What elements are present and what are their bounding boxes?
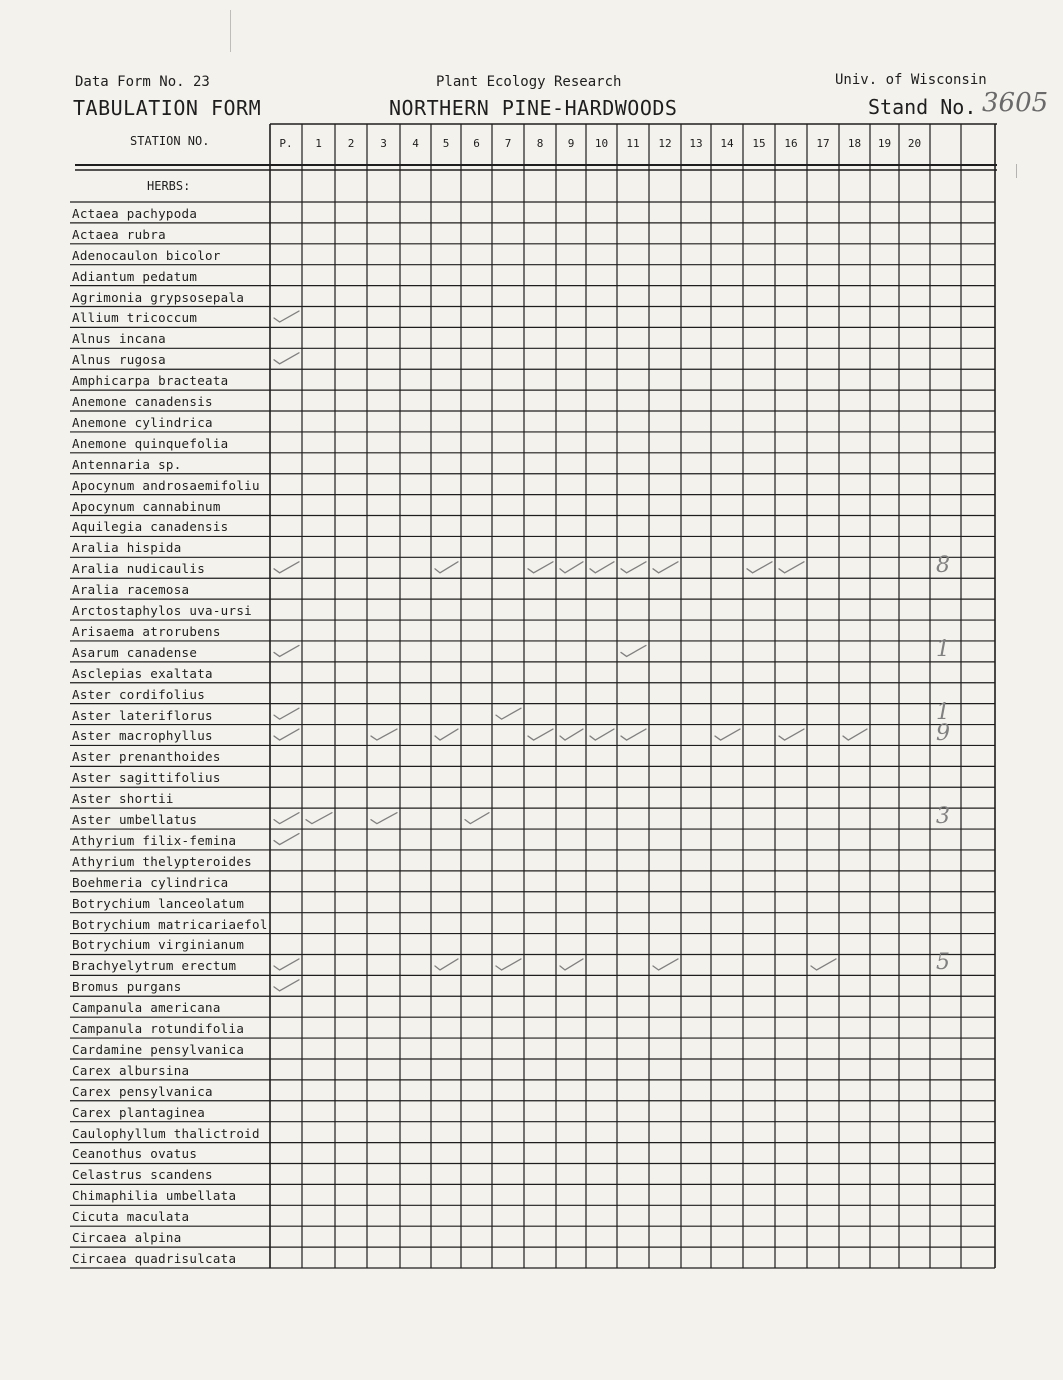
check-mark — [274, 959, 299, 970]
species-name: Campanula rotundifolia — [72, 1021, 245, 1037]
stand-number: 3605 — [982, 88, 1049, 118]
check-mark — [371, 729, 397, 740]
species-name: Alnus rugosa — [72, 352, 166, 368]
species-name: Apocynum cannabinum — [72, 498, 221, 514]
check-mark — [621, 645, 646, 656]
species-name: Chimaphilia umbellata — [72, 1188, 237, 1204]
species-name: Athyrium thelypteroides — [72, 853, 252, 869]
column-header: P. — [279, 137, 293, 150]
column-header: 8 — [536, 137, 544, 150]
station-no-label: STATION NO. — [130, 134, 210, 148]
species-name: Boehmeria cylindrica — [72, 874, 229, 890]
species-name: Aster cordifolius — [72, 686, 206, 702]
species-name: Adiantum pedatum — [72, 268, 198, 284]
species-name: Ceanothus ovatus — [72, 1146, 198, 1162]
check-mark — [843, 729, 867, 740]
species-name: Asclepias exaltata — [72, 665, 213, 681]
check-mark — [560, 562, 583, 573]
check-mark — [274, 645, 299, 656]
tally-count: 1 — [936, 636, 950, 662]
species-name: Circaea alpina — [72, 1230, 182, 1246]
species-name: Aster sagittifolius — [72, 770, 221, 786]
check-mark — [779, 729, 804, 740]
check-mark — [715, 729, 740, 740]
species-name: Anemone canadensis — [72, 394, 213, 410]
check-mark — [274, 708, 299, 719]
column-header: 14 — [720, 137, 734, 150]
species-name: Botrychium matricariaefol — [72, 916, 268, 932]
column-header: 20 — [907, 137, 922, 150]
species-name: Celastrus scandens — [72, 1167, 213, 1183]
stand-label: Stand No. — [868, 95, 977, 119]
check-mark — [435, 729, 458, 740]
column-header: 10 — [594, 137, 609, 150]
species-name: Aster shortii — [72, 791, 174, 807]
species-name: Aster umbellatus — [72, 812, 198, 828]
species-name: Brachyelytrum erectum — [72, 958, 237, 974]
species-name: Arctostaphylos uva-ursi — [72, 603, 252, 619]
species-name: Agrimonia grypsosepala — [72, 289, 245, 305]
column-header: 7 — [504, 137, 512, 150]
check-mark — [274, 834, 299, 845]
form-number: Data Form No. 23 — [75, 74, 210, 90]
species-name: Campanula americana — [72, 1000, 221, 1016]
species-name: Caulophyllum thalictroid — [72, 1125, 260, 1141]
species-name: Alnus incana — [72, 331, 166, 347]
species-name: Carex pensylvanica — [72, 1083, 213, 1099]
species-name: Apocynum androsaemifoliu — [72, 477, 260, 493]
tally-count: 8 — [936, 553, 950, 579]
column-header: 2 — [347, 137, 355, 150]
check-mark — [528, 729, 553, 740]
check-mark — [274, 562, 299, 573]
species-name: Aster prenanthoides — [72, 749, 221, 765]
species-name: Circaea quadrisulcata — [72, 1251, 237, 1266]
check-mark — [560, 729, 583, 740]
check-mark — [465, 813, 489, 824]
check-mark — [528, 562, 553, 573]
species-name: Asarum canadense — [72, 644, 198, 660]
research-label: Plant Ecology Research — [436, 74, 622, 90]
species-name: Aster macrophyllus — [72, 728, 213, 744]
column-header: 12 — [658, 137, 672, 150]
species-name: Actaea rubra — [72, 226, 166, 242]
tally-count: 1 — [936, 699, 950, 725]
check-mark — [496, 959, 521, 970]
column-header: 1 — [315, 137, 322, 150]
species-name: Amphicarpa bracteata — [72, 373, 229, 389]
column-header: 18 — [847, 137, 862, 150]
column-header: 5 — [442, 137, 450, 150]
check-mark — [435, 562, 458, 573]
species-name: Cicuta maculata — [72, 1209, 190, 1225]
check-mark — [653, 959, 678, 970]
check-mark — [274, 729, 299, 740]
column-header: 15 — [752, 137, 766, 150]
check-mark — [621, 562, 646, 573]
column-header: 11 — [626, 137, 640, 150]
species-name: Athyrium filix-femina — [72, 832, 237, 848]
column-header: 9 — [567, 137, 575, 150]
species-name: Carex plantaginea — [72, 1104, 206, 1120]
column-header: 4 — [412, 137, 419, 150]
form-subtitle: NORTHERN PINE-HARDWOODS — [389, 96, 678, 120]
column-header: 17 — [816, 137, 830, 150]
form-title: TABULATION FORM — [73, 96, 262, 120]
check-mark — [435, 959, 458, 970]
check-mark — [306, 813, 332, 824]
column-header: 6 — [473, 137, 480, 150]
check-mark — [371, 813, 397, 824]
check-mark — [274, 353, 299, 364]
check-mark — [590, 729, 614, 740]
tally-count: 9 — [936, 720, 950, 746]
tally-count: 5 — [936, 950, 950, 976]
species-name: Botrychium virginianum — [72, 937, 245, 953]
column-header: 16 — [784, 137, 798, 150]
species-name: Antennaria sp. — [72, 456, 182, 472]
check-mark — [274, 311, 299, 322]
species-name: Anemone cylindrica — [72, 414, 213, 430]
check-mark — [274, 813, 299, 824]
species-name: Bromus purgans — [72, 979, 182, 995]
species-name: Actaea pachypoda — [72, 205, 198, 221]
species-name: Aralia nudicaulis — [72, 561, 206, 577]
herbs-section-label: HERBS: — [147, 179, 191, 193]
check-mark — [747, 562, 772, 573]
species-name: Arisaema atrorubens — [72, 623, 221, 639]
check-mark — [811, 959, 836, 970]
check-mark — [779, 562, 804, 573]
column-header: 19 — [877, 137, 892, 150]
species-name: Aralia racemosa — [72, 582, 190, 598]
species-name: Aralia hispida — [72, 540, 182, 556]
species-name: Adenocaulon bicolor — [72, 247, 221, 263]
column-header: 3 — [380, 137, 387, 150]
check-mark — [653, 562, 678, 573]
species-name: Carex albursina — [72, 1062, 190, 1078]
species-name: Aquilegia canadensis — [72, 519, 229, 535]
species-name: Aster lateriflorus — [72, 707, 213, 723]
check-mark — [621, 729, 646, 740]
species-name: Cardamine pensylvanica — [72, 1041, 245, 1057]
column-header: 13 — [689, 137, 703, 150]
species-name: Allium tricoccum — [72, 310, 198, 326]
university-label: Univ. of Wisconsin — [835, 72, 987, 88]
check-mark — [496, 708, 521, 719]
check-mark — [590, 562, 614, 573]
check-mark — [560, 959, 583, 970]
species-name: Botrychium lanceolatum — [72, 895, 245, 911]
check-mark — [274, 980, 299, 991]
species-name: Anemone quinquefolia — [72, 435, 229, 451]
tally-count: 3 — [936, 804, 950, 830]
